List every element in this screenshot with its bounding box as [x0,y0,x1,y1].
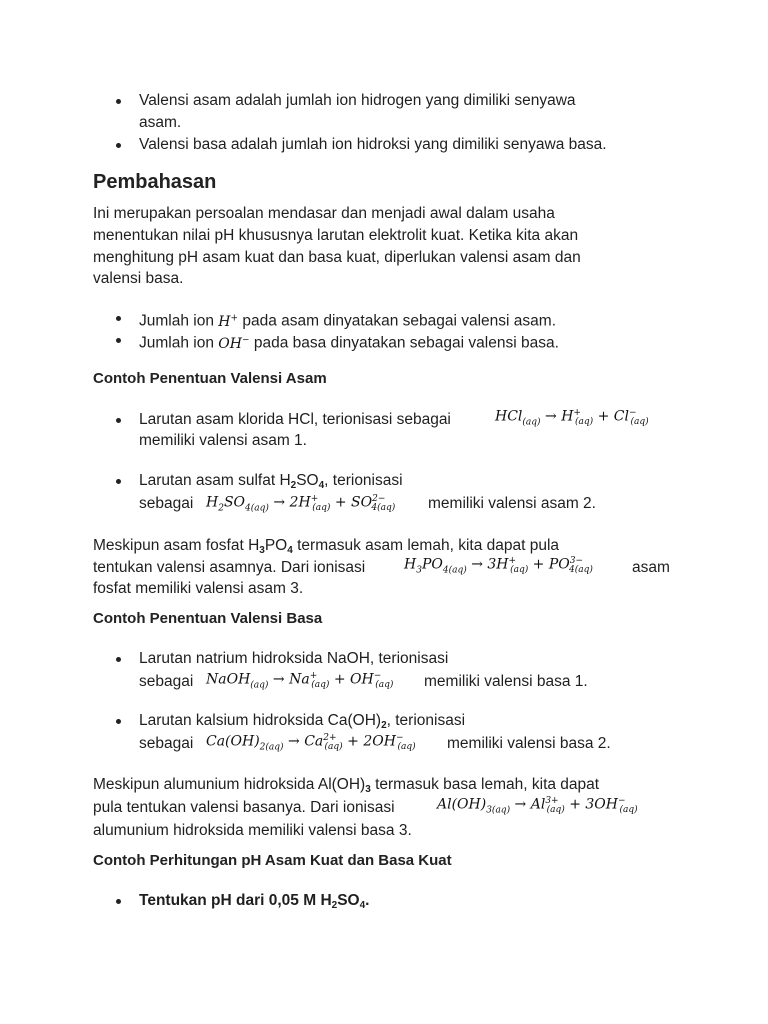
bullet-dot [116,657,121,662]
example-text: sebagai [139,673,194,690]
example-text: memiliki valensi asam 2. [428,495,596,512]
bullet-dot [116,338,121,343]
subheading: Contoh Penentuan Valensi Asam [93,370,327,387]
math-formula: $H_2SO_{4(aq)} \to 2H^+_{(aq)} + SO^{2-}_{4(aq)}$ [206,494,396,514]
paragraph-line: valensi basa. [93,270,184,287]
subheading: Contoh Penentuan Valensi Basa [93,610,323,627]
example-text: Larutan natrium hidroksida NaOH, terionisasi [139,650,449,667]
bullet-text-cont: asam. [139,114,182,131]
paragraph-line: fosfat memiliki valensi asam 3. [93,580,304,597]
paragraph-line: menentukan nilai pH khususnya larutan elektrolit kuat. Ketika kita akan [93,227,579,244]
example-text: sebagai [139,735,194,752]
example-text: Larutan asam sulfat $H_2SO_4$, terionisasi [139,472,403,491]
bullet-dot [116,899,121,904]
calc-question: Tentukan pH dari 0,05 M $H_2SO_4$. [139,892,370,911]
paragraph-line: tentukan valensi asamnya. Dari ionisasi [93,559,366,576]
paragraph-line: menghitung pH asam kuat dan basa kuat, diperlukan valensi asam dan [93,249,581,266]
bullet-text: Valensi basa adalah jumlah ion hidroksi yang dimiliki senyawa basa. [139,136,607,153]
paragraph-line: Ini merupakan persoalan mendasar dan menjadi awal dalam usaha [93,205,555,222]
example-text: memiliki valensi basa 1. [424,673,588,690]
math-formula: $H_3PO_{4(aq)} \to 3H^+_{(aq)} + PO^{3-}_{4(aq)}$ [404,556,593,576]
bullet-dot [116,316,121,321]
bullet-dot [116,99,121,104]
example-text: Larutan asam klorida HCl, terionisasi sebagai [139,411,451,428]
paragraph-line: asam [632,559,670,576]
bullet-dot [116,418,121,423]
math-formula: $Ca(OH)_{2(aq)} \to Ca^{2+}_{(aq)} + 2OH^-_{(aq)}$ [206,733,416,753]
paragraph-line: Meskipun asam fosfat $H_3PO_4$ termasuk asam lemah, kita dapat pula [93,537,560,556]
bullet-dot [116,719,121,724]
math-formula: $Al(OH)_{3(aq)} \to Al^{3+}_{(aq)} + 3OH^-_{(aq)}$ [437,796,638,816]
subheading: Contoh Perhitungan pH Asam Kuat dan Basa Kuat [93,852,452,869]
paragraph-line: alumunium hidroksida memiliki valensi basa 3. [93,822,412,839]
math-formula: NaOH$_{(aq)}$ → $Na^+_{(aq)} + OH^-_{(aq)}$ [206,671,394,691]
math-formula: H+ [218,313,239,330]
section-title: Pembahasan [93,171,217,193]
example-text: memiliki valensi basa 2. [447,735,611,752]
bullet-dot [116,143,121,148]
paragraph-line: pula tentukan valensi basanya. Dari ionisasi [93,799,395,816]
paragraph-line: Meskipun alumunium hidroksida $Al(OH)_3$ termasuk basa lemah, kita dapat [93,776,600,795]
bullet-dot [116,479,121,484]
math-formula: OH− [218,335,250,352]
ion-bullet: Jumlah ion H+ pada asam dinyatakan sebagai valensi asam. [139,312,556,330]
example-text: memiliki valensi asam 1. [139,432,307,449]
bullet-text: Valensi asam adalah jumlah ion hidrogen yang dimiliki senyawa [139,92,576,109]
ion-bullet: Jumlah ion OH− pada basa dinyatakan sebagai valensi basa. [139,334,559,352]
math-formula: $HCl_{(aq)} \to H^+_{(aq)} + Cl^-_{(aq)}$ [495,408,649,428]
example-text: sebagai [139,495,194,512]
example-text: Larutan kalsium hidroksida $Ca(OH)_2$, terionisasi [139,712,466,731]
